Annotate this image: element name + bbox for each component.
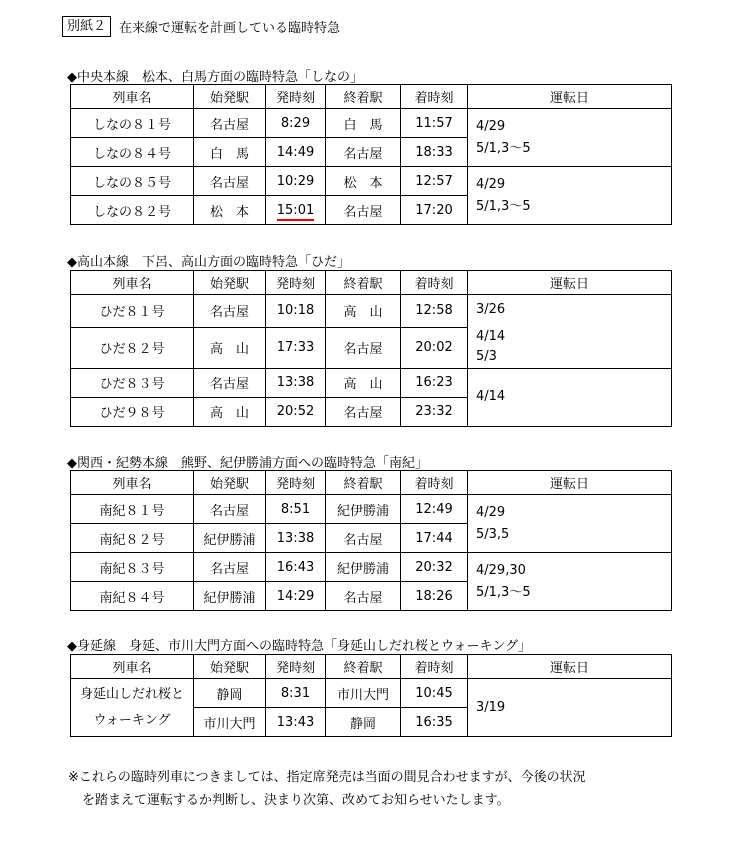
operation-days (468, 368, 672, 426)
table-row (71, 295, 672, 328)
train-name (71, 679, 194, 737)
col-header-days: 運転日 (468, 85, 672, 109)
destination-station: 高 山 (326, 368, 401, 397)
col-header-origin: 始発駅 (194, 655, 266, 679)
col-header-departure: 発時刻 (266, 471, 326, 495)
col-header-arrival: 着時刻 (401, 655, 468, 679)
table-row (71, 553, 672, 582)
origin-station: 高 山 (194, 397, 266, 426)
origin-station: 高 山 (194, 327, 266, 368)
departure-time: 10:29 (266, 167, 326, 196)
timetable-hida (70, 270, 672, 427)
destination-station: 名古屋 (326, 327, 401, 368)
section-title-shinano: ◆中央本線 松本、白馬方面の臨時特急「しなの」 (67, 70, 363, 85)
table-header-row (71, 271, 672, 295)
train-name: しなの８５号 (71, 167, 194, 196)
operation-day: 5/3 (476, 349, 497, 365)
timetable-shinano (70, 84, 672, 225)
operation-days (468, 167, 672, 225)
train-name: しなの８４号 (71, 138, 194, 167)
table-row (71, 109, 672, 138)
operation-days (468, 109, 672, 167)
operation-day: 4/29 (476, 504, 506, 520)
destination-station: 紀伊勝浦 (326, 495, 401, 524)
destination-station: 名古屋 (326, 582, 401, 611)
departure-time: 20:52 (266, 397, 326, 426)
document-header (62, 15, 340, 37)
col-header-destination: 終着駅 (326, 271, 401, 295)
origin-station: 紀伊勝浦 (194, 582, 266, 611)
destination-station: 名古屋 (326, 138, 401, 167)
col-header-destination: 終着駅 (326, 655, 401, 679)
col-header-days: 運転日 (468, 271, 672, 295)
col-header-arrival: 着時刻 (401, 471, 468, 495)
col-header-destination: 終着駅 (326, 471, 401, 495)
footnote (68, 766, 688, 812)
col-header-train: 列車名 (71, 655, 194, 679)
operation-day: 4/14 (476, 389, 506, 404)
col-header-days: 運転日 (468, 655, 672, 679)
arrival-time: 23:32 (401, 397, 468, 426)
arrival-time: 20:02 (401, 327, 468, 368)
departure-time: 10:18 (266, 295, 326, 328)
origin-station: 名古屋 (194, 495, 266, 524)
origin-station: 紀伊勝浦 (194, 524, 266, 553)
origin-station: 静岡 (194, 679, 266, 708)
table-row (71, 679, 672, 708)
train-name: しなの８１号 (71, 109, 194, 138)
departure-time: 8:29 (266, 109, 326, 138)
operation-day: 5/3,5 (476, 526, 510, 542)
train-name: 南紀８３号 (71, 553, 194, 582)
train-name: 南紀８１号 (71, 495, 194, 524)
arrival-time: 17:20 (401, 196, 468, 225)
table-header-row (71, 85, 672, 109)
col-header-train: 列車名 (71, 471, 194, 495)
train-name: ひだ８３号 (71, 368, 194, 397)
arrival-time: 16:23 (401, 368, 468, 397)
operation-day: 5/1,3～5 (476, 584, 531, 600)
col-header-origin: 始発駅 (194, 271, 266, 295)
operation-day: 3/26 (476, 302, 506, 317)
operation-days (468, 495, 672, 553)
train-name-line: 身延山しだれ桜と (79, 686, 184, 702)
departure-time: 13:38 (266, 524, 326, 553)
col-header-origin: 始発駅 (194, 471, 266, 495)
page-title: 在来線で運転を計画している臨時特急 (119, 20, 341, 36)
destination-station: 静岡 (326, 708, 401, 737)
departure-time: 8:31 (266, 679, 326, 708)
highlighted-departure-time: 15:01 (277, 203, 314, 221)
section-title-hida: ◆高山本線 下呂、高山方面の臨時特急「ひだ」 (67, 255, 350, 270)
destination-station: 松 本 (326, 167, 401, 196)
arrival-time: 20:32 (401, 553, 468, 582)
footnote-line: を踏まえて運転するか判断し、決まり次第、改めてお知らせいたします。 (82, 793, 510, 808)
train-name: 南紀８４号 (71, 582, 194, 611)
origin-station: 松 本 (194, 196, 266, 225)
operation-days (468, 327, 672, 368)
departure-time: 16:43 (266, 553, 326, 582)
col-header-arrival: 着時刻 (401, 271, 468, 295)
col-header-destination: 終着駅 (326, 85, 401, 109)
departure-time: 17:33 (266, 327, 326, 368)
table-header-row (71, 655, 672, 679)
destination-station: 紀伊勝浦 (326, 553, 401, 582)
origin-station: 白 馬 (194, 138, 266, 167)
table-row (71, 167, 672, 196)
arrival-time: 16:35 (401, 708, 468, 737)
table-row (71, 327, 672, 368)
destination-station: 市川大門 (326, 679, 401, 708)
departure-time: 14:49 (266, 138, 326, 167)
arrival-time: 12:57 (401, 167, 468, 196)
operation-day: 4/14 (476, 329, 506, 345)
origin-station: 名古屋 (194, 109, 266, 138)
operation-days (468, 679, 672, 737)
annex-label: 別紙２ (62, 16, 111, 37)
train-name: ひだ８１号 (71, 295, 194, 328)
col-header-origin: 始発駅 (194, 85, 266, 109)
operation-day: 5/1,3～5 (476, 140, 531, 156)
destination-station: 名古屋 (326, 397, 401, 426)
arrival-time: 18:33 (401, 138, 468, 167)
section-title-minobu: ◆身延線 身延、市川大門方面への臨時特急「身延山しだれ桜とウォーキング」 (67, 639, 532, 654)
origin-station: 名古屋 (194, 295, 266, 328)
arrival-time: 12:49 (401, 495, 468, 524)
col-header-days: 運転日 (468, 471, 672, 495)
departure-time: 13:38 (266, 368, 326, 397)
operation-day: 4/29 (476, 176, 506, 192)
operation-day: 5/1,3～5 (476, 198, 531, 214)
destination-station: 名古屋 (326, 524, 401, 553)
origin-station: 名古屋 (194, 167, 266, 196)
col-header-train: 列車名 (71, 85, 194, 109)
table-row (71, 368, 672, 397)
col-header-arrival: 着時刻 (401, 85, 468, 109)
footnote-line: ※これらの臨時列車につきましては、指定席発売は当面の間見合わせますが、今後の状況 (68, 770, 586, 785)
table-header-row (71, 471, 672, 495)
destination-station: 白 馬 (326, 109, 401, 138)
origin-station: 名古屋 (194, 553, 266, 582)
operation-day: 4/29,30 (476, 562, 526, 578)
arrival-time: 18:26 (401, 582, 468, 611)
col-header-departure: 発時刻 (266, 85, 326, 109)
timetable-minobu (70, 654, 672, 737)
col-header-departure: 発時刻 (266, 655, 326, 679)
train-name: ひだ８２号 (71, 327, 194, 368)
departure-time: 8:51 (266, 495, 326, 524)
arrival-time: 12:58 (401, 295, 468, 328)
train-name: 南紀８２号 (71, 524, 194, 553)
timetable-nanki (70, 470, 672, 611)
operation-day: 3/19 (476, 699, 506, 715)
section-title-nanki: ◆関西・紀勢本線 熊野、紀伊勝浦方面への臨時特急「南紀」 (67, 456, 428, 471)
table-row (71, 495, 672, 524)
operation-day: 4/29 (476, 118, 506, 134)
train-name: しなの８２号 (71, 196, 194, 225)
arrival-time: 17:44 (401, 524, 468, 553)
origin-station: 名古屋 (194, 368, 266, 397)
departure-time: 13:43 (266, 708, 326, 737)
train-name-line: ウォーキング (93, 712, 171, 728)
train-name: ひだ９８号 (71, 397, 194, 426)
col-header-departure: 発時刻 (266, 271, 326, 295)
departure-time: 14:29 (266, 582, 326, 611)
destination-station: 高 山 (326, 295, 401, 328)
operation-days (468, 295, 672, 328)
arrival-time: 11:57 (401, 109, 468, 138)
destination-station: 名古屋 (326, 196, 401, 225)
col-header-train: 列車名 (71, 271, 194, 295)
arrival-time: 10:45 (401, 679, 468, 708)
operation-days (468, 553, 672, 611)
origin-station: 市川大門 (194, 708, 266, 737)
departure-time (266, 196, 326, 225)
